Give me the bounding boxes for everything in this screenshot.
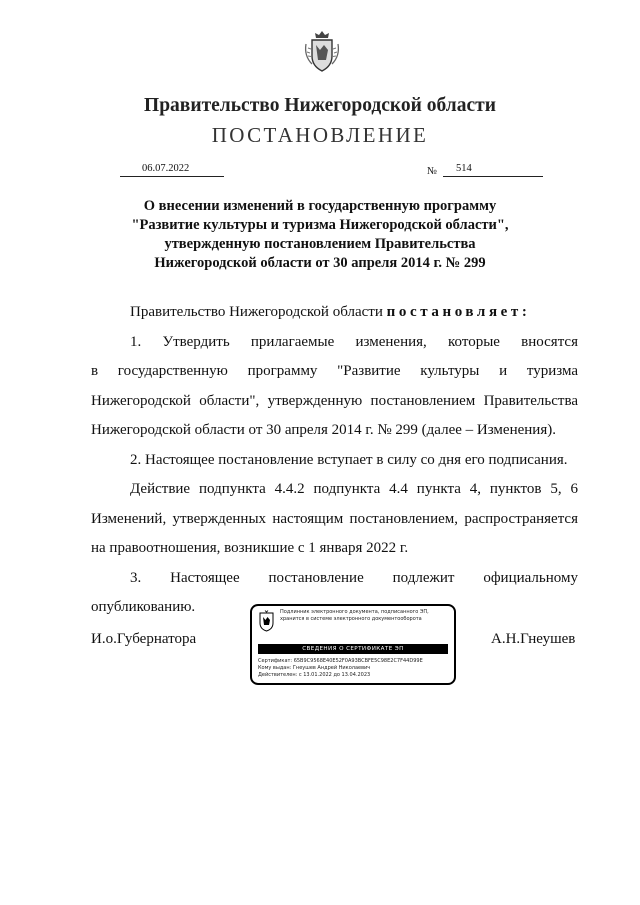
item-1-line: в государственную программу "Развитие культуры и туризма xyxy=(91,363,578,379)
item-3-line: 3. Настоящее постановление подлежит официальному xyxy=(130,569,578,586)
signer-name: А.Н.Гнеушев xyxy=(491,631,576,647)
stamp-notice xyxy=(280,609,452,623)
effect-line: Изменений, утвержденных настоящим постановлением, распространяется xyxy=(91,510,578,527)
item-1-line: Нижегородской области", утвержденную постановлением Правительства xyxy=(91,392,578,409)
stamp-notice-line: Подлинник электронного документа, подписанного ЭП, xyxy=(280,609,429,615)
resolves-word: постановляет: xyxy=(386,304,531,320)
item-1-line: 1. Утвердить прилагаемые изменения, которые вносятся xyxy=(130,333,578,350)
signer-position: И.о.Губернатора xyxy=(91,631,197,647)
document-number: 514 xyxy=(456,163,472,174)
number-sign: № xyxy=(427,166,438,177)
item-1-line: Нижегородской области от 30 апреля 2014 г. № 299 (далее – Изменения). xyxy=(91,422,556,438)
subject-line: О внесении изменений в государственную программу xyxy=(143,198,497,214)
document-date: 06.07.2022 xyxy=(142,163,190,174)
electronic-signature-stamp xyxy=(250,604,456,685)
effect-line: Действие подпункта 4.4.2 подпункта 4.4 пункта 4, пунктов 5, 6 xyxy=(130,481,578,497)
stamp-notice-line: хранится в системе электронного документооборота xyxy=(280,616,422,622)
document-body xyxy=(91,298,578,623)
effect-line: на правоотношения, возникшие с 1 января 2022 г. xyxy=(91,540,409,556)
government-name: Правительство Нижегородской области xyxy=(144,95,496,116)
stamp-certificate: Сертификат: 65B9C9568E40E52F0A93BCBFE5C98E2C7F44D99E xyxy=(258,658,423,664)
document-subject xyxy=(110,197,530,273)
preamble xyxy=(91,298,578,328)
subject-line: утвержденную постановлением Правительства xyxy=(164,236,476,252)
preamble-text: Правительство Нижегородской области xyxy=(130,304,387,320)
coat-of-arms-icon xyxy=(302,30,342,74)
stamp-validity: Действителен: с 13.01.2022 до 13.04.2023 xyxy=(258,672,371,678)
stamp-details xyxy=(258,658,450,679)
item-3-line: опубликованию. xyxy=(91,599,196,615)
coat-of-arms-icon xyxy=(258,610,275,632)
item-2: 2. Настоящее постановление вступает в силу со дня его подписания. xyxy=(130,451,568,468)
stamp-title: СВЕДЕНИЯ О СЕРТИФИКАТЕ ЭП xyxy=(258,644,448,654)
stamp-issued-to: Кому выдан: Гнеушев Андрей Николаевич xyxy=(258,665,371,671)
document-type: ПОСТАНОВЛЕНИЕ xyxy=(211,123,429,147)
subject-line: "Развитие культуры и туризма Нижегородской области", xyxy=(131,217,509,233)
subject-line: Нижегородской области от 30 апреля 2014 г. № 299 xyxy=(154,255,486,271)
